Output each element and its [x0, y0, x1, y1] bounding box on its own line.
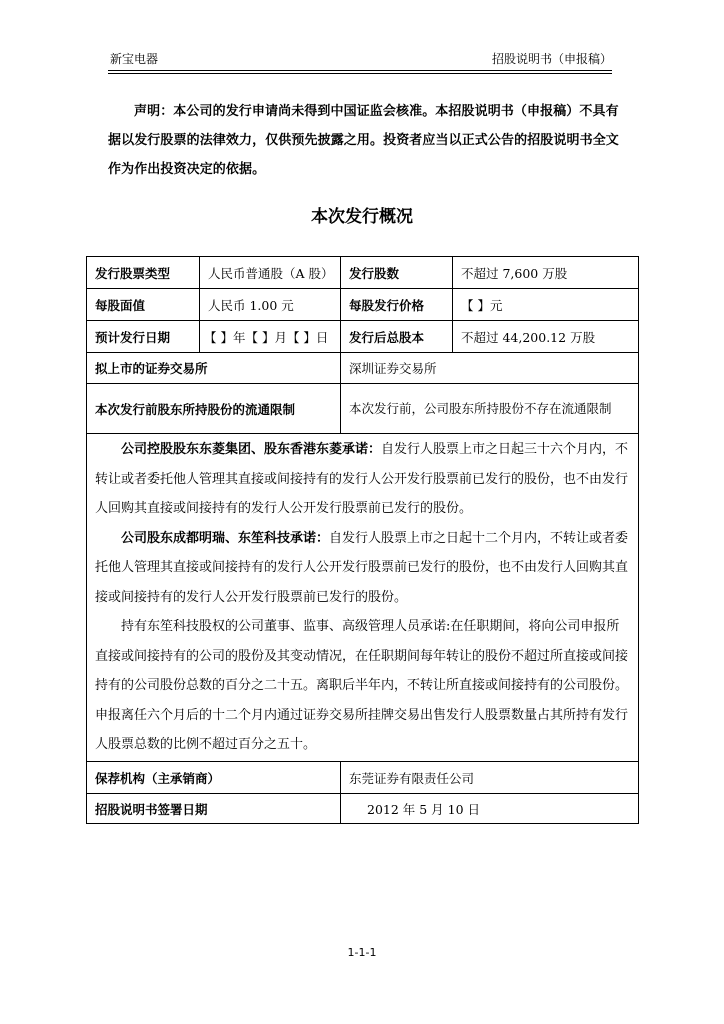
label-signing-date: 招股说明书签署日期	[87, 794, 341, 824]
value-issue-date: 【 】年【 】月【 】日	[200, 321, 341, 353]
commitment-paragraph	[95, 612, 630, 760]
value-sponsor: 东莞证券有限责任公司	[341, 762, 639, 794]
commitment-text: 持有东笙科技股权的公司董事、监事、高级管理人员承诺:在任职期间，将向公司申报所直接或间接持有的公司的股份及其变动情况，在任职期间每年转让的股份不超过所直接或间接持有的公司股份总数的百分之二十五。离职后半年内，不转让所直接或间接持有的公司股份。申报离任六个月后的十二个月内通过证券交易所挂牌交易出售发行人股票数量占其所持有发行人股票总数的比例不超过百分之五十。	[95, 619, 629, 753]
header-doc-type: 招股说明书（申报稿）	[491, 52, 612, 66]
value-exchange: 深圳证券交易所	[341, 353, 639, 384]
value-stock-type: 人民币普通股（A 股）	[200, 257, 341, 289]
commitment-paragraph	[95, 524, 630, 613]
offering-summary-table	[86, 256, 639, 824]
value-circulation-restriction: 本次发行前，公司股东所持股份不存在流通限制	[341, 384, 639, 434]
table-row	[87, 321, 639, 353]
commitment-text: 自发行人股票上市之日起三十六个月内，不转让或者委托他人管理其直接或间接持有的发行人公开发行股票前已发行的股份，也不由发行人回购其直接或间接持有的发行人公开发行股票前已发行的股份。	[95, 442, 629, 517]
label-par-value: 每股面值	[87, 289, 200, 321]
disclaimer-statement: 声明：本公司的发行申请尚未得到中国证监会核准。本招股说明书（申报稿）不具有据以发行股票的法律效力，仅供预先披露之用。投资者应当以正式公告的招股说明书全文作为作出投资决定的依据。	[108, 104, 619, 177]
value-par-value: 人民币 1.00 元	[200, 289, 341, 321]
label-issue-price: 每股发行价格	[341, 289, 453, 321]
page-header	[108, 50, 612, 68]
commitment-text: 自发行人股票上市之日起十二个月内，不转让或者委托他人管理其直接或间接持有的发行人公开发行股票前已发行的股份，也不由发行人回购其直接或间接持有的发行人公开发行股票前已发行的股份。	[95, 530, 629, 605]
value-signing-date: 2012 年 5 月 10 日	[341, 794, 639, 824]
commitment-paragraph	[95, 435, 630, 524]
label-stock-type: 发行股票类型	[87, 257, 200, 289]
table-row	[87, 762, 639, 794]
page-number: 1-1-1	[347, 946, 377, 959]
shareholder-commitments	[87, 434, 639, 762]
table-row	[87, 384, 639, 434]
header-company: 新宝电器	[110, 52, 159, 66]
label-exchange: 拟上市的证券交易所	[87, 353, 341, 384]
value-shares-issued: 不超过 7,600 万股	[453, 257, 639, 289]
commitment-party: 公司控股股东东菱集团、股东香港东菱承诺：	[121, 442, 382, 458]
header-rule-thick	[108, 70, 612, 71]
value-issue-price: 【 】元	[453, 289, 639, 321]
label-circulation-restriction: 本次发行前股东所持股份的流通限制	[87, 384, 341, 434]
commitment-party: 公司股东成都明瑞、东笙科技承诺：	[121, 530, 330, 546]
table-row	[87, 353, 639, 384]
table-row	[87, 434, 639, 762]
value-total-shares: 不超过 44,200.12 万股	[453, 321, 639, 353]
label-sponsor: 保荐机构（主承销商）	[87, 762, 341, 794]
table-row	[87, 257, 639, 289]
label-shares-issued: 发行股数	[341, 257, 453, 289]
page-title: 本次发行概况	[311, 207, 413, 227]
label-total-shares: 发行后总股本	[341, 321, 453, 353]
table-row	[87, 794, 639, 824]
label-issue-date: 预计发行日期	[87, 321, 200, 353]
table-row	[87, 289, 639, 321]
header-rule-thin	[108, 73, 612, 74]
